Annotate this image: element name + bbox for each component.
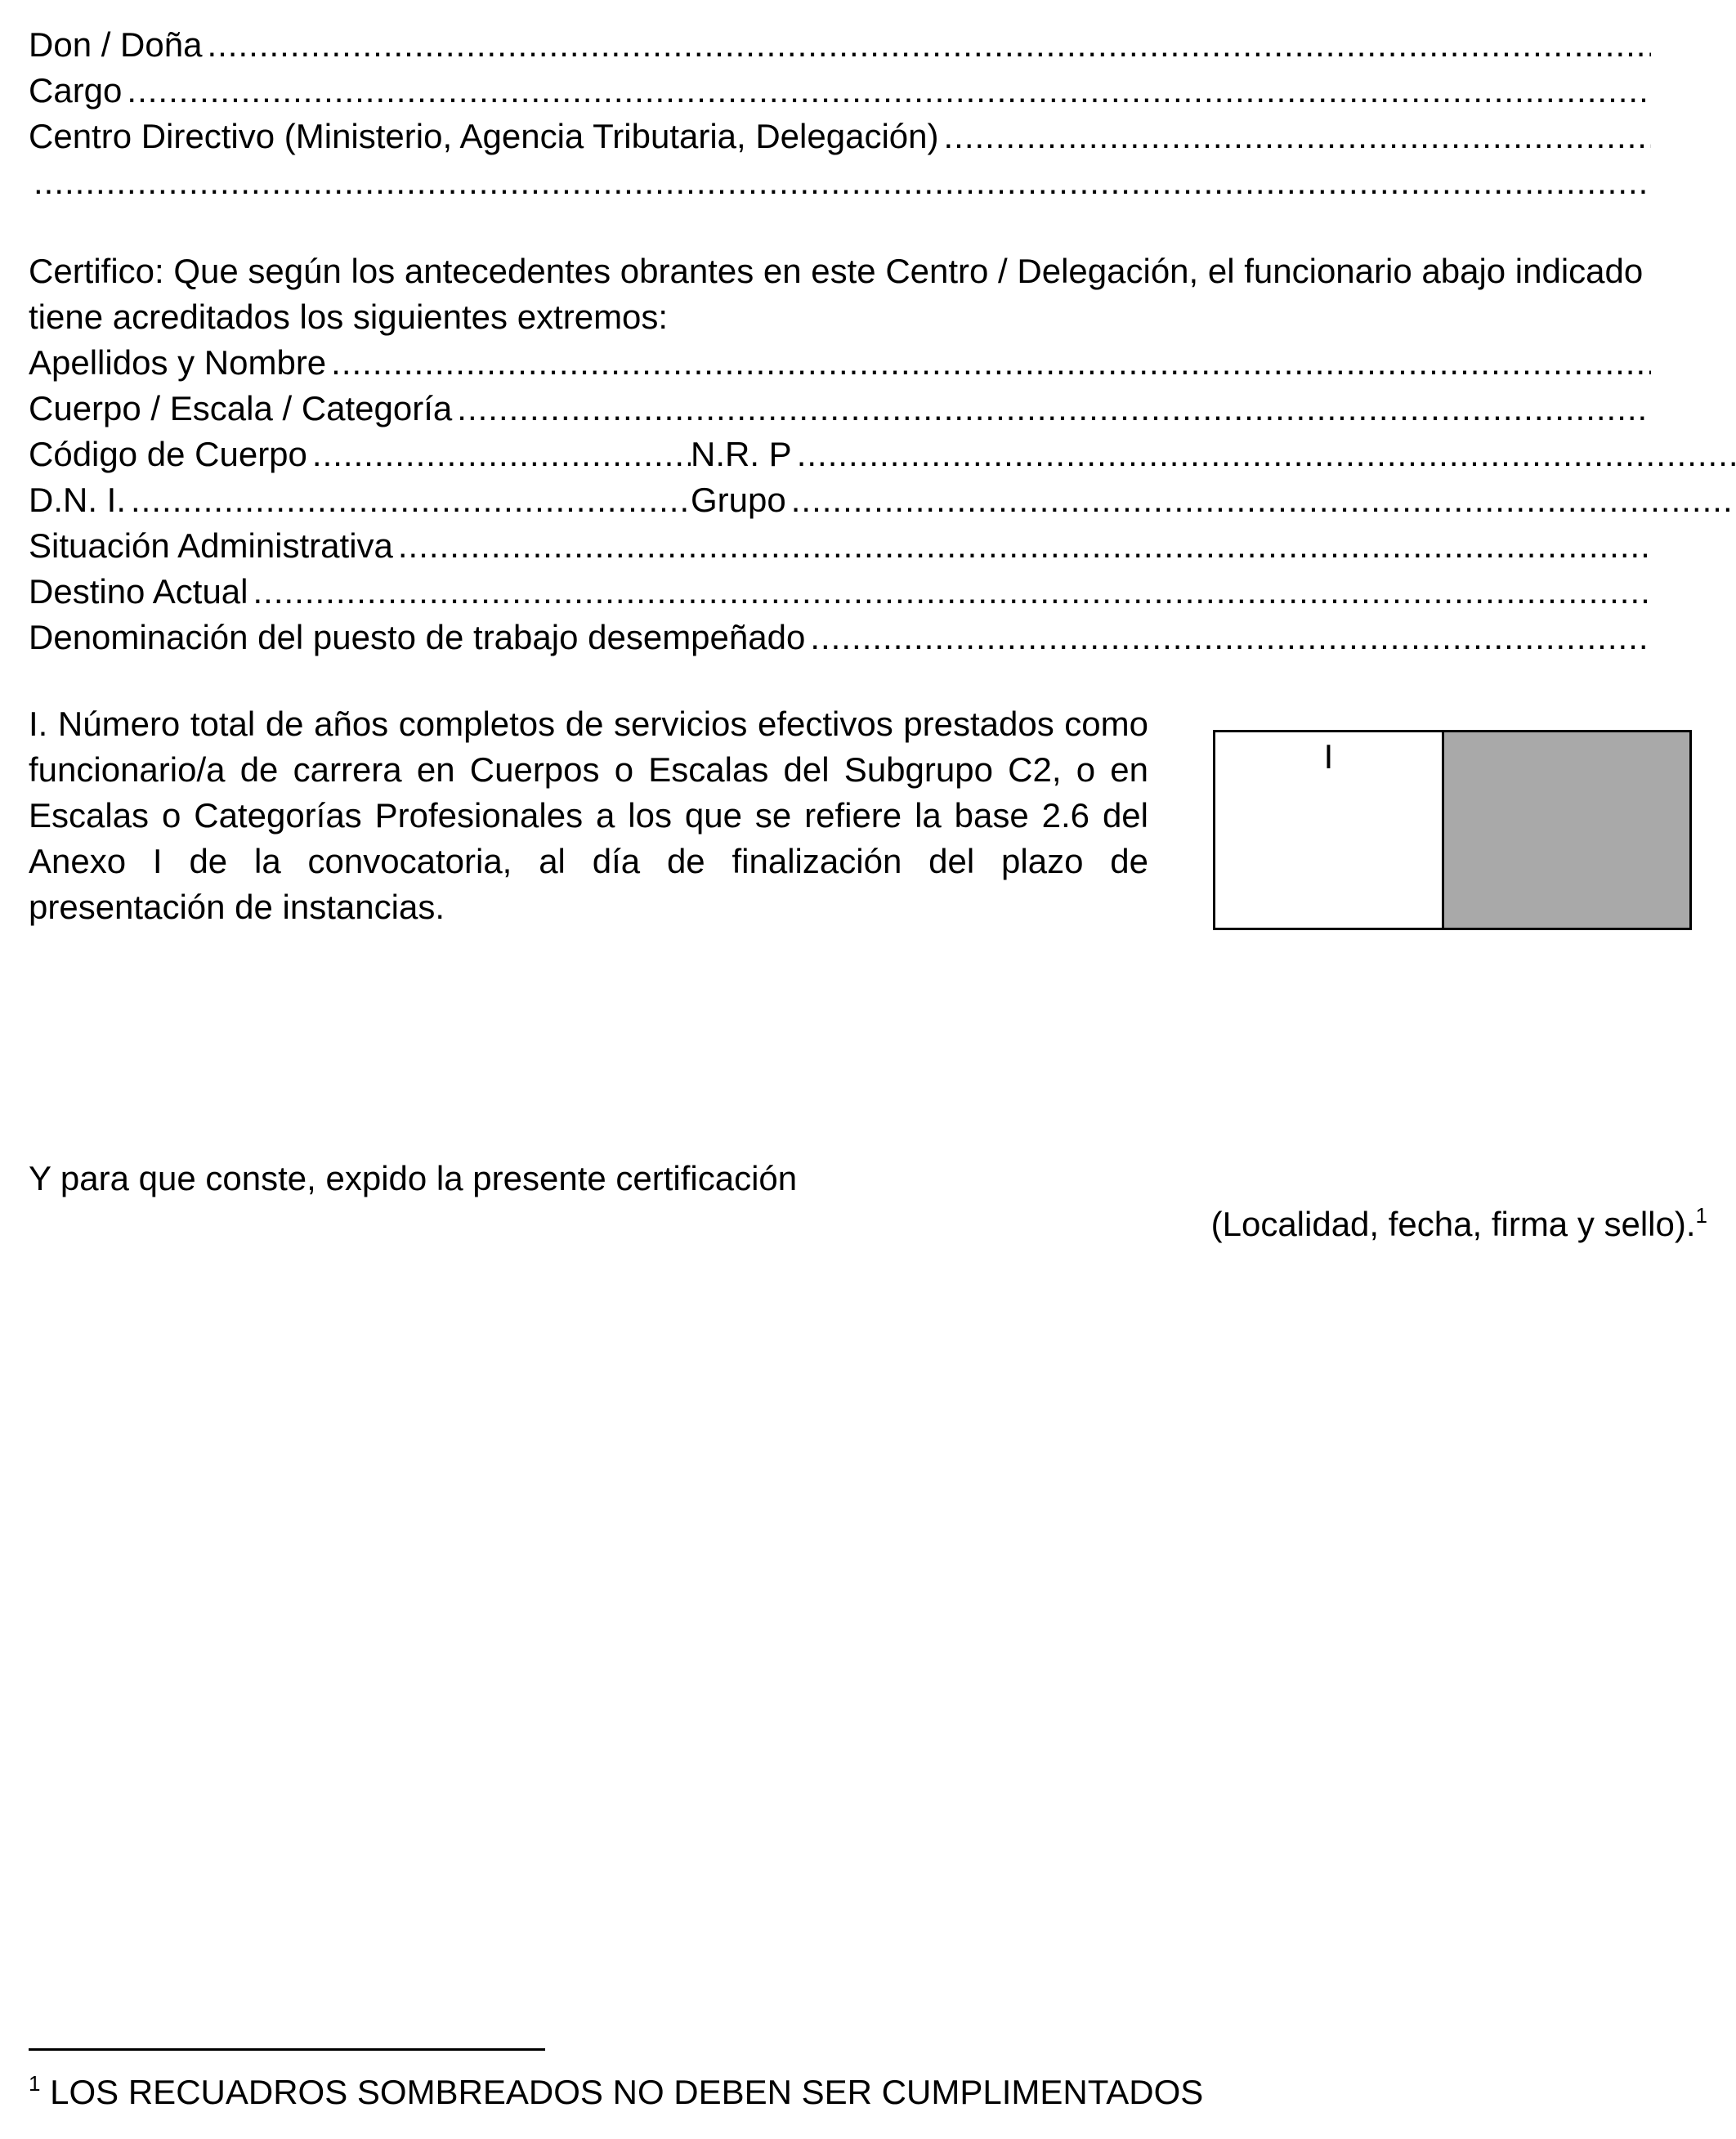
shaded-cell xyxy=(1444,732,1689,928)
signature-note-text: (Localidad, fecha, firma y sello). xyxy=(1210,1205,1696,1243)
field-centro-directivo-continuation xyxy=(29,159,1651,205)
fill-in-dots xyxy=(791,477,1736,523)
field-centro-directivo xyxy=(29,114,1651,159)
fill-in-dots xyxy=(943,114,1651,159)
section-i-score-box xyxy=(1213,730,1692,930)
footnote-marker: 1 xyxy=(29,2071,41,2096)
field-label: Destino Actual xyxy=(29,572,248,611)
field-cargo xyxy=(29,68,1651,114)
field-situacion-administrativa xyxy=(29,523,1651,569)
certification-text: Certifico: Que según los antecedentes obrantes en este Centro / Delegación, el funcionario abajo indicado tiene acreditados los siguientes extremos: xyxy=(29,252,1644,336)
closing-text: Y para que conste, expido la presente certificación xyxy=(29,1159,798,1197)
field-dni xyxy=(29,477,691,523)
field-label: N.R. P xyxy=(691,435,792,473)
field-destino-actual xyxy=(29,569,1651,615)
field-codigo-cuerpo xyxy=(29,432,691,477)
section-i-score-cell[interactable] xyxy=(1215,732,1444,928)
section-i-text: I. Número total de años completos de servicios efectivos prestados como funcionario/a de carrera en Cuerpos o Escalas del Subgrupo C2, o en Escalas o Categorías Profesionales a los que se refiere la base 2.6 del Anexo I de la convocatoria, al día de finalización del plazo de presentación de instancias. xyxy=(29,705,1148,926)
fill-in-dots xyxy=(398,523,1651,569)
footnote-text: LOS RECUADROS SOMBREADOS NO DEBEN SER CUMPLIMENTADOS xyxy=(50,2073,1204,2111)
section-i-box-label: I xyxy=(1323,737,1334,776)
footnote-reference: 1 xyxy=(1695,1203,1707,1228)
field-label: Apellidos y Nombre xyxy=(29,343,327,382)
field-label: Situación Administrativa xyxy=(29,526,393,565)
field-label: Cuerpo / Escala / Categoría xyxy=(29,389,453,427)
field-label: Grupo xyxy=(691,481,786,519)
field-label: Denominación del puesto de trabajo desempeñado xyxy=(29,618,806,656)
field-nrp xyxy=(691,432,1736,477)
field-cuerpo-escala xyxy=(29,386,1651,432)
field-grupo xyxy=(691,477,1736,523)
fill-in-dots xyxy=(331,340,1651,386)
field-codigo-nrp-row xyxy=(29,432,1651,477)
field-label: Don / Doña xyxy=(29,25,203,64)
field-label: Código de Cuerpo xyxy=(29,435,307,473)
field-label: D.N. I. xyxy=(29,481,127,519)
fill-in-dots xyxy=(127,68,1651,114)
field-dni-grupo-row xyxy=(29,477,1651,523)
footnote xyxy=(29,2070,1203,2115)
fill-in-dots xyxy=(457,386,1651,432)
fill-in-dots xyxy=(253,569,1652,615)
fill-in-dots xyxy=(34,159,1651,205)
signature-note xyxy=(1211,1202,1707,1247)
fill-in-dots xyxy=(207,22,1651,68)
field-don-dona xyxy=(29,22,1651,68)
footnote-divider xyxy=(29,2048,545,2051)
field-denominacion-puesto xyxy=(29,615,1651,660)
fill-in-dots xyxy=(810,615,1651,660)
field-label: Centro Directivo (Ministerio, Agencia Tributaria, Delegación) xyxy=(29,117,939,155)
fill-in-dots xyxy=(797,432,1736,477)
field-label: Cargo xyxy=(29,71,123,110)
fill-in-dots xyxy=(131,477,691,523)
fill-in-dots xyxy=(312,432,691,477)
field-apellidos-nombre xyxy=(29,340,1651,386)
